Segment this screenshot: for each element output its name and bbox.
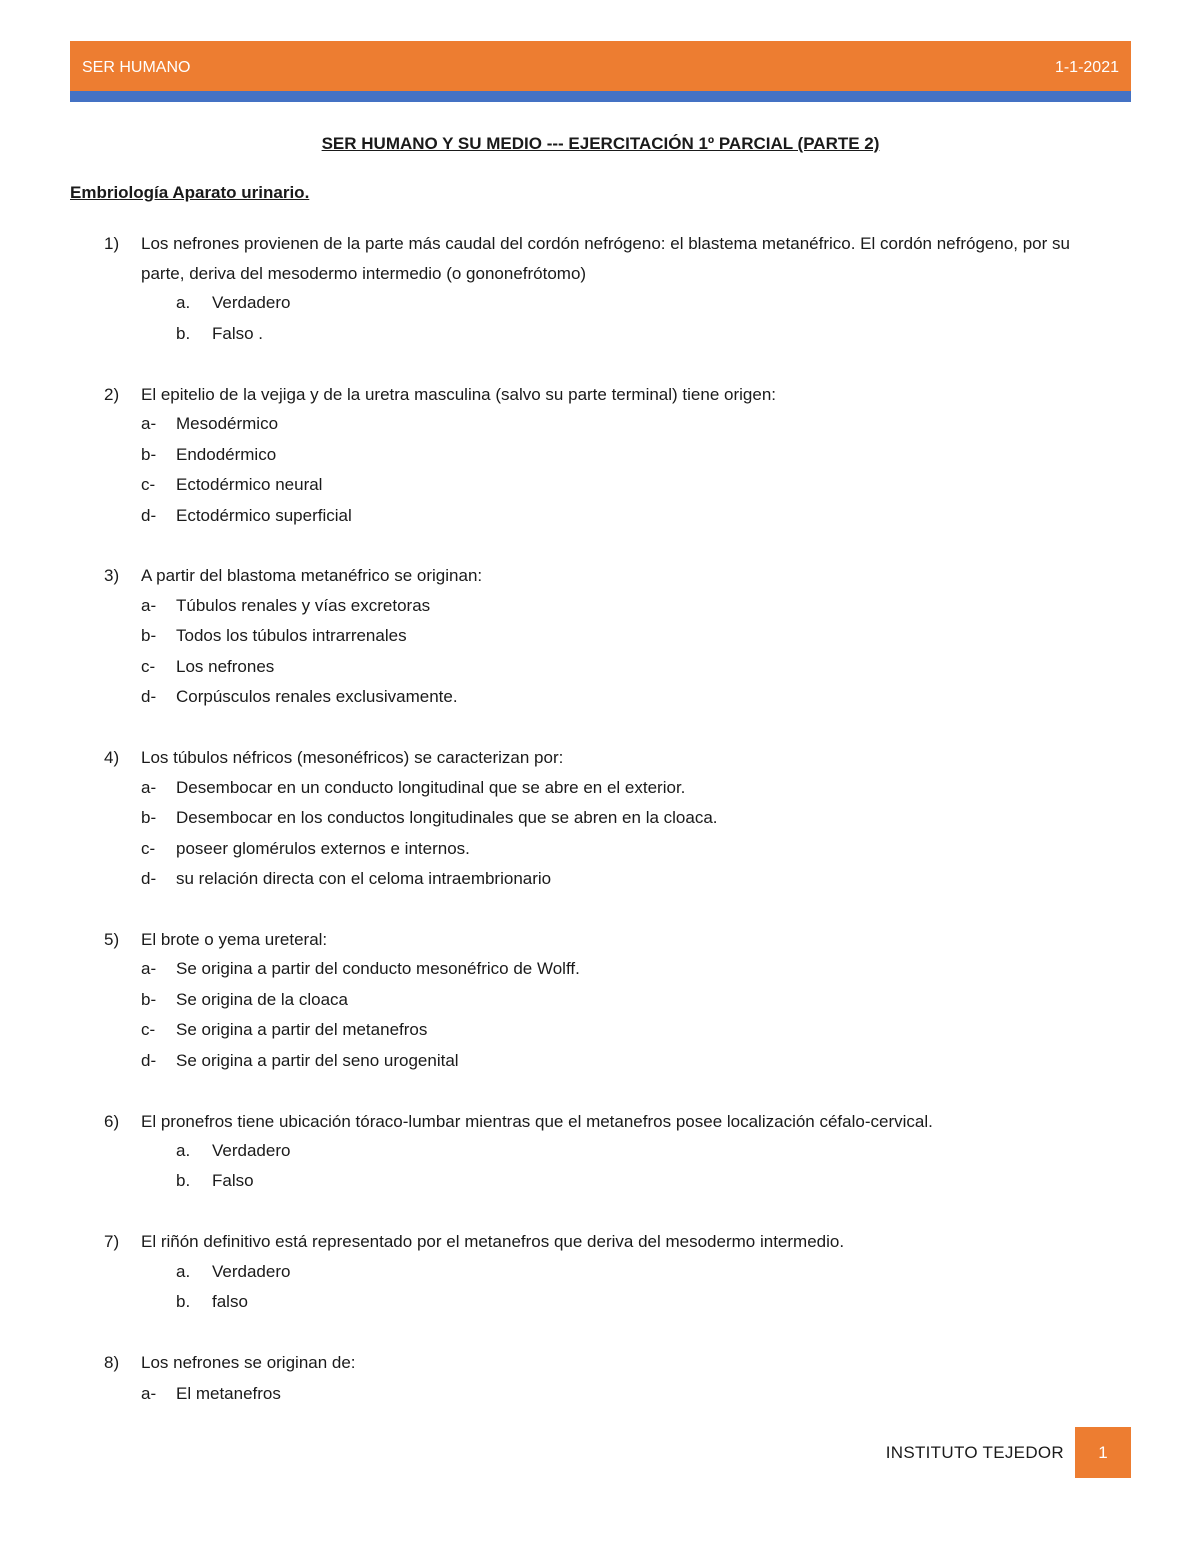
question-number: 8) bbox=[104, 1353, 120, 1372]
option-label: a- bbox=[141, 959, 157, 978]
option-label: d- bbox=[141, 1051, 157, 1070]
option-label: b- bbox=[141, 990, 157, 1009]
answer-option bbox=[141, 506, 352, 526]
option-text: Verdadero bbox=[212, 1262, 291, 1281]
option-label: a- bbox=[141, 414, 157, 433]
option-text: falso bbox=[212, 1292, 248, 1311]
answer-option bbox=[141, 1051, 459, 1071]
answer-option bbox=[141, 1020, 427, 1040]
option-text: Desembocar en los conductos longitudinales que se abren en la cloaca. bbox=[176, 808, 718, 827]
question-text: Los túbulos néfricos (mesonéfricos) se caracterizan por: bbox=[141, 748, 564, 767]
option-text: Todos los túbulos intrarrenales bbox=[176, 626, 407, 645]
option-label: a- bbox=[141, 596, 157, 615]
option-text: Los nefrones bbox=[176, 657, 275, 676]
header-subject: SER HUMANO bbox=[82, 59, 191, 76]
question-number: 3) bbox=[104, 566, 120, 585]
answer-option bbox=[141, 657, 274, 677]
question-text: El epitelio de la vejiga y de la uretra masculina (salvo su parte terminal) tiene origen: bbox=[141, 385, 776, 404]
option-label: b- bbox=[141, 626, 157, 645]
answer-option bbox=[176, 324, 263, 344]
option-label: a. bbox=[176, 1262, 191, 1281]
question-number: 4) bbox=[104, 748, 120, 767]
document-title: SER HUMANO Y SU MEDIO --- EJERCITACIÓN 1º PARCIAL (PARTE 2) bbox=[321, 134, 880, 153]
question-text: Los nefrones se originan de: bbox=[141, 1353, 356, 1372]
question-text: Los nefrones provienen de la parte más caudal del cordón nefrógeno: el blastema metanéfrico. El cordón nefrógeno, por su parte, deriva del mesodermo intermedio (o gononefrótomo) bbox=[141, 234, 1070, 283]
option-text: Corpúsculos renales exclusivamente. bbox=[176, 687, 458, 706]
answer-option bbox=[141, 1384, 281, 1404]
footer-institution: INSTITUTO TEJEDOR bbox=[885, 1443, 1064, 1462]
option-label: a- bbox=[141, 778, 157, 797]
question-text: A partir del blastoma metanéfrico se originan: bbox=[141, 566, 483, 585]
option-label: b- bbox=[141, 445, 157, 464]
option-text: Falso . bbox=[212, 324, 264, 343]
option-text: Túbulos renales y vías excretoras bbox=[176, 596, 431, 615]
option-label: a- bbox=[141, 1384, 157, 1403]
option-label: a. bbox=[176, 293, 191, 312]
answer-option bbox=[141, 445, 276, 465]
answer-option bbox=[176, 1171, 254, 1191]
option-label: c- bbox=[141, 839, 156, 858]
question-text: El brote o yema ureteral: bbox=[141, 930, 328, 949]
option-label: b. bbox=[176, 324, 191, 343]
question-number: 7) bbox=[104, 1232, 120, 1251]
question-number: 6) bbox=[104, 1112, 120, 1131]
option-text: Endodérmico bbox=[176, 445, 277, 464]
option-label: d- bbox=[141, 506, 157, 525]
answer-option bbox=[141, 808, 718, 828]
option-text: Verdadero bbox=[212, 1141, 291, 1160]
question-text: El riñón definitivo está representado por el metanefros que deriva del mesodermo intermedio. bbox=[141, 1232, 845, 1251]
answer-option bbox=[176, 1262, 290, 1282]
question-number: 1) bbox=[104, 234, 120, 253]
page-header bbox=[70, 41, 1131, 91]
option-text: Ectodérmico neural bbox=[176, 475, 323, 494]
answer-option bbox=[141, 959, 580, 979]
answer-option bbox=[141, 414, 278, 434]
answer-option bbox=[141, 778, 685, 798]
answer-option bbox=[141, 990, 348, 1010]
answer-option bbox=[141, 626, 407, 646]
option-text: Desembocar en un conducto longitudinal que se abre en el exterior. bbox=[176, 778, 686, 797]
answer-option bbox=[141, 869, 551, 889]
option-text: Verdadero bbox=[212, 293, 291, 312]
answer-option bbox=[141, 475, 322, 495]
section-title: Embriología Aparato urinario. bbox=[70, 183, 310, 202]
option-label: b. bbox=[176, 1171, 191, 1190]
answer-option bbox=[141, 596, 430, 616]
option-label: b. bbox=[176, 1292, 191, 1311]
header-divider bbox=[70, 91, 1131, 102]
option-label: a. bbox=[176, 1141, 191, 1160]
option-label: c- bbox=[141, 1020, 156, 1039]
option-text: Se origina a partir del metanefros bbox=[176, 1020, 428, 1039]
option-text: Ectodérmico superficial bbox=[176, 506, 352, 525]
option-label: c- bbox=[141, 475, 156, 494]
question-number: 2) bbox=[104, 385, 120, 404]
answer-option bbox=[141, 839, 470, 859]
option-label: d- bbox=[141, 687, 157, 706]
answer-option bbox=[176, 1141, 290, 1161]
option-label: d- bbox=[141, 869, 157, 888]
answer-option bbox=[141, 687, 458, 707]
answer-option bbox=[176, 1292, 248, 1312]
option-label: b- bbox=[141, 808, 157, 827]
option-text: Falso bbox=[212, 1171, 254, 1190]
option-text: Se origina a partir del seno urogenital bbox=[176, 1051, 459, 1070]
option-label: c- bbox=[141, 657, 156, 676]
question-text: El pronefros tiene ubicación tóraco-lumbar mientras que el metanefros posee localización céfalo-cervical. bbox=[141, 1112, 933, 1131]
option-text: Se origina a partir del conducto mesonéfrico de Wolff. bbox=[176, 959, 580, 978]
answer-option bbox=[176, 293, 290, 313]
option-text: poseer glomérulos externos e internos. bbox=[176, 839, 470, 858]
header-date: 1-1-2021 bbox=[1054, 59, 1119, 76]
option-text: Mesodérmico bbox=[176, 414, 279, 433]
option-text: su relación directa con el celoma intraembrionario bbox=[176, 869, 552, 888]
question-number: 5) bbox=[104, 930, 120, 949]
page-number: 1 bbox=[1075, 1427, 1131, 1478]
option-text: El metanefros bbox=[176, 1384, 281, 1403]
option-text: Se origina de la cloaca bbox=[176, 990, 349, 1009]
